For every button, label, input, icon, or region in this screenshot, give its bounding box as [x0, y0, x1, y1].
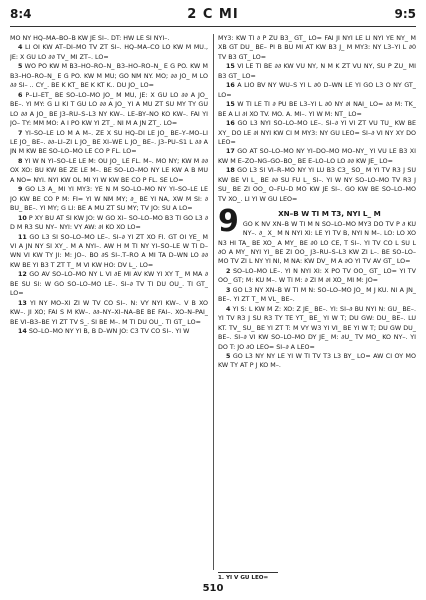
verse-text: GO L3 NY NY LE YI W TI TV T3 L3 BY_ LO= AW CI OY MO KW TY AT P J KO M–. — [218, 352, 416, 370]
header-book-title: 2 C MI — [187, 7, 239, 22]
chapter-title: XN–B W TI M T3, NYI L_ M — [278, 209, 381, 219]
verse-text: P–LI–ET_ BE SO–LO–MO JO_ M MU, JE: X GU LO ∂∂ A JO_ BE–. YI MY: G LI KI T GU LO ∂∂ A JO_ YI A MU ZT SU MY TY GU LO ∂∂ A JO_ BE J3–RU–S–L3 NY KW–. LE–BY–NO KO KW–. FAI YI JO– TY: MM MO: A I PO KW YI ZT_. NI M A JN ZT_. LO= — [10, 91, 208, 128]
right-column-bottom — [218, 220, 416, 371]
verse-number: 14 — [18, 328, 27, 336]
verse-text: LI OI KW AT–DI–MO TV ZT SI–. HQ–MA–CO LO KW M MU., JE: X GU LO ∂∂ TV_ MI ZT–. LO= — [10, 44, 208, 61]
verse-text: GO AT SO–LO–MO NY YI–DO–MO MO–NY_ YI VU LE B3 XI KW M E–ZO–NG–GO–BO_ BE E–LO–LO LO ∂∂ KW JE_ LO= — [218, 148, 416, 165]
verse-text: W TI LE TI ∂ PU BE L3–YI L ∂0 NY ∂I NAI_ LO= ∂∂ M: TK_ BE A LI ∂I XO TV. MO. A. MI–. YI W M: NT_ LO= — [218, 101, 416, 118]
verse-number: 9 — [18, 186, 23, 194]
verse-paragraph — [218, 62, 416, 81]
header-rule — [10, 26, 416, 27]
verse-paragraph — [10, 34, 208, 43]
verse-text: SO–LO–MO LE–. YI N NYI XI: X PO TV OO_ GT_ LO= YI TV OO_ GT; M: KU M–. W TI M: ∂ ZI M ∂I XO_ MI M: JO= — [218, 267, 416, 285]
verse-number: 4 — [226, 305, 231, 313]
verse-number: 10 — [18, 214, 27, 222]
verse-paragraph — [218, 305, 416, 352]
running-header — [10, 7, 416, 27]
verse-number: 16 — [226, 82, 235, 90]
verse-paragraph — [10, 157, 208, 185]
verse-paragraph — [218, 286, 416, 305]
chapter-number: 9 — [218, 207, 239, 240]
left-text-column — [10, 34, 208, 570]
verse-number: 15 — [226, 101, 235, 109]
verse-text: GO L3 SI VI–R–MO NY YI LU B3 C3_ SO_ M YI TV R3 J SU KW BE VI L_ BE ∂∂ SU FU L_ SI–. YI W NY SO–LO–MO TV R3 J SU_ BE ZI OO_ O–FU–D MO KW JE SI–. GO KW BE SO–LO–MO TV XO_. LI YI W GU LEO= — [218, 167, 416, 203]
verse-number: 8 — [18, 157, 23, 165]
verse-text: GO L3 SI SO–LO–MO LE–. SI–∂ YI ZT XO FI. GT OI YE_ M VI A JN NY SI XY_. M A NYI–. AW H M TI NY YI–SO–LE W TI D–WN VI KW TY JI: M: JO–. BO ∂S SI–.T–RO A MI TA D–WN LO ∂∂ KW BE YI B3 T ZT T_ M VI KW HO: DV L_. LO= — [10, 233, 208, 269]
verse-number: 2 — [226, 267, 231, 275]
verse-paragraph — [218, 352, 416, 371]
right-column-top — [218, 34, 416, 204]
verse-text: GO K NV XN–B W TI M N SO–LO–MO MY3 DO TV P ∂ KU NY–. ∂_ X_ M N NYI XI: LE YI TV B, NYI N M–. LO: LO XO N3 HI TA_ BE XO_ A MY_ BE ∂0 LO CE, T SI–. YI TV CO L SU L ∂O A MY_ NYI YI_ BE ZI OO_ J3–RU–S–L3 KW ZI L–. BE SO–LO–MO TV ZI L NY YI NI, M NA: KW DV_ M A ∂O YI TV AV GT_ LO= — [218, 220, 416, 266]
verse-text: GO L3 NYI SO–LO–MO LE–. SI–∂ YI VI ZT VU TU_ KW BE XY_ DO LE ∂I NYI KW CI M MY3: NY GU LEO= SI–∂ VI NY XY DO LEO= — [218, 120, 416, 146]
verse-text: YI–SO–LE LO M A M–. ZE X SU HQ–DI LE JO_ BE–Y–MO–LI LE JO_ BE–. ∂∂–LI–ZI L JO_ BE XI–WE L JO_ BE–. J3–PU–S1 L ∂∂ A JN M KW BE SO–LO–MO LE CO P FL. LO= — [10, 129, 208, 156]
footnote-rule — [218, 572, 278, 573]
verse-number: 11 — [18, 233, 27, 241]
verse-number: 13 — [18, 299, 27, 307]
verse-paragraph — [10, 43, 208, 62]
verse-text: WO PO KW M B3–HO–RO–N_ B3–HO–RO–N_ E G PO. KW M B3–HO–RO–N_ E G PO. KW M MU; GO NM NY. MO; ∂∂ JO_ M LO ∂∂ SI– .. CY_. BE K KT_ BE K KT K.. DU JO_ LO= — [10, 63, 208, 90]
verse-paragraph — [10, 299, 208, 327]
verse-text: MO NY HQ–MA–BO–B KW JE SI–. DT: HW LE SI NYI–. — [10, 35, 170, 42]
verse-paragraph — [10, 327, 208, 336]
verse-number: 18 — [226, 167, 235, 175]
verse-text: GO AV SO–LO–MO NY L VI ∂E MI AV KW YI XY T_ M MA ∂ BE SU SI: W GO SO–LO–MO LE–. SI–∂ TV TI DU OU_. TI GT_ LO= — [10, 271, 208, 298]
verse-number: 4 — [18, 44, 23, 52]
verse-number: 3 — [226, 286, 231, 294]
verse-paragraph — [218, 267, 416, 286]
verse-paragraph — [10, 214, 208, 233]
verse-text: MY3: KW TI ∂ P ZU B3_ GT_ LO= FAI JI NYI LE LI NYI YE NY_ M XB GT DU_ BE– PI B BU MI AT KW B3 J_ M MY3: NY L3–YI L ∂0 TV B3 GT_ LO= — [218, 35, 416, 61]
verse-paragraph — [218, 166, 416, 204]
verse-text: A LIO BV NY WU–S YI L ∂0 D–WN LE YI GO L3 O NY GT_ LO= — [218, 82, 416, 99]
verse-paragraph — [10, 129, 208, 157]
page-number: 510 — [202, 583, 224, 594]
header-left-reference: 8:4 — [10, 7, 32, 21]
verse-paragraph — [218, 220, 416, 267]
verse-number: 5 — [226, 352, 231, 360]
verse-paragraph — [10, 233, 208, 271]
verse-text: YI W N YI–SO–LE LE M: OU JO_ LE FL. M–. MO NY; KW M ∂∂ OX XO: BU KW BE ZE LE M–. BE SO–LO–MO NY LE KW A B MU A NO= NYI. NYI KW OL MI YI W KW BE CO P FL. SE LO= — [10, 157, 208, 184]
verse-text: VI LE TI BE ∂∂ KW VU NY, N M K ZT VU NY, SU P ZU_ MI B3 GT_ LO= — [218, 63, 416, 80]
verse-paragraph — [10, 270, 208, 298]
right-text-column — [218, 34, 416, 570]
column-divider — [213, 34, 214, 570]
verse-paragraph — [218, 147, 416, 166]
verse-paragraph — [218, 100, 416, 119]
verse-paragraph — [10, 185, 208, 213]
verse-number: 6 — [18, 91, 23, 99]
verse-text: GO L3 NY XN–B W TI M N: SO–LO–MO JO_ M J KU. NI A JN_ BE–. YI ZT T_ M VL_ BE–. — [218, 286, 416, 304]
verse-paragraph — [10, 62, 208, 90]
verse-text: SO–LO–MO NY YI B, B D–WN JO: C3 TV CO SI–. YI W — [28, 328, 190, 336]
verse-number: 16 — [226, 120, 235, 128]
verse-text: P XY BU AT SI KW JO: W GO XI– SO–LO–MO B3 TI GO L3 ∂ D M R3 SU NY– NYI: VY AW: ∂I KO XO LO= — [10, 214, 208, 232]
verse-text: YI NY MO–XI ZI W TV CO SI–. N: VY NYI KW–. V B XO KW–. JI XO; FAI S M KW–. ∂∂–NY–XI–NA–BE BE FAI–. XO–N–PAI_ BE VI–B3–BE YI ZT TV S_. SI BE M–. M TI DU OU_. TI GT_ LO= — [10, 299, 208, 326]
verse-number: 7 — [18, 129, 23, 137]
verse-text: GO L3 A_ MI YI MY3: YE N M SO–LO–MO NY YI–SO–LE LE JO KW BE CO P M: FI= YI W NM MY; ∂_ BE YI NA, XW M SI: ∂ BU_ BE–. YI MY; G LI: BE A MU ZT SU MY; TV JO: SU A LO= — [10, 186, 208, 213]
header-right-reference: 9:5 — [394, 7, 416, 21]
verse-text: YI S: L KW M Z: XO: Z JE_ BE–. YI: SI–∂ BU NYI N: GU_ BE–. YI TV R3 J SU R3 TY TE YT_ BE_ YI W T; DU GW: DU_ BE–. LU KT. TV_ SU_ BE YI ZT T: M VY W3 YI VI_ BE YI W T; DU GW DU_ BE–. SI–∂ VI KW SO–LO–MO DY JE_ M: ∂U_ TV MO_ KO NY–. YI DO T: JO ∂O LEO= SI–∂ A LEO= — [218, 305, 416, 351]
verse-number: 5 — [18, 63, 23, 71]
verse-paragraph — [10, 91, 208, 129]
verse-paragraph — [218, 34, 416, 62]
verse-number: 15 — [226, 63, 235, 71]
footnote: 1. YI V GU LEO= — [218, 575, 269, 581]
chapter-heading — [218, 207, 416, 371]
verse-number: 17 — [226, 148, 235, 156]
verse-paragraph — [218, 81, 416, 100]
verse-paragraph — [218, 119, 416, 147]
verse-number: 12 — [18, 271, 27, 279]
